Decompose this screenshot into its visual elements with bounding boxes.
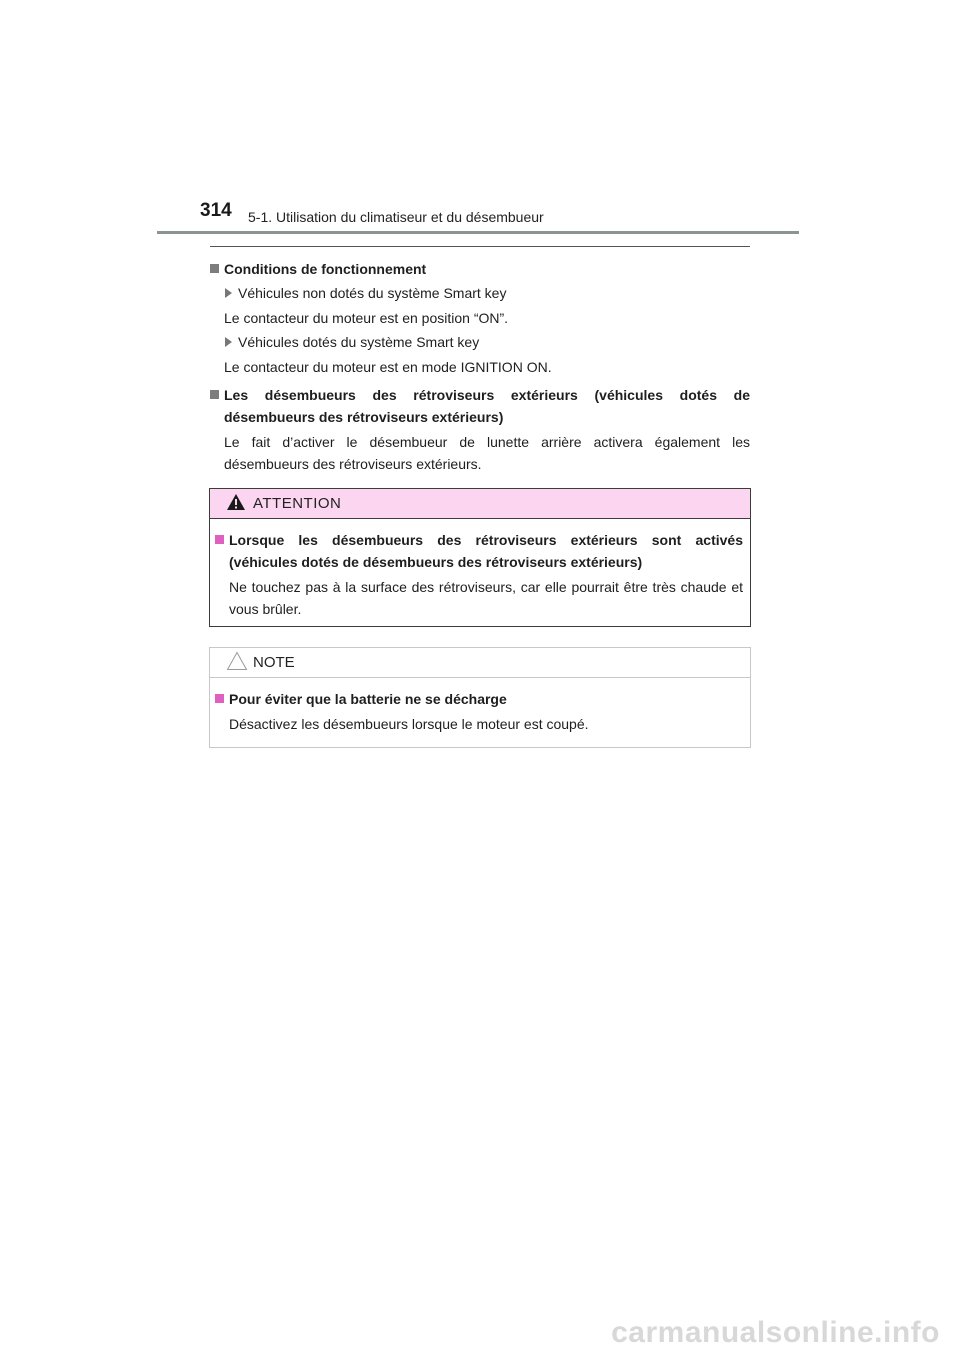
conditions-heading [210,258,750,280]
attention-body [210,519,750,620]
sub-item [210,282,750,304]
square-bullet-icon [215,535,224,544]
sub-item-text: Véhicules non dotés du système Smart key [238,285,507,301]
note-header [210,648,750,678]
page-number: 314 [200,200,232,221]
note-body [210,678,750,735]
sub-item [210,331,750,353]
mirrors-heading [210,384,750,428]
square-bullet-icon [215,694,224,703]
square-bullet-icon [210,264,219,273]
attention-box [209,488,751,627]
content-rule [210,246,750,247]
attention-header [210,489,750,519]
main-content [210,258,750,475]
body-text: Le contacteur du moteur est en mode IGNITION ON. [224,359,552,375]
note-heading [215,688,743,710]
attention-heading [215,529,743,573]
note-box [209,647,751,748]
conditions-heading-text: Conditions de fonctionnement [224,261,427,277]
note-heading-text: Pour éviter que la batterie ne se décharge [229,691,507,707]
section-title: 5-1. Utilisation du climatiseur et du désembueur [248,209,544,225]
triangle-bullet-icon [225,337,232,347]
note-text: Désactivez les désembueurs lorsque le moteur est coupé. [229,716,589,732]
body-text: Le contacteur du moteur est en position “ON”. [224,310,509,326]
body-text: Le fait d’activer le désembueur de lunette arrière activera également les désembueurs des rétroviseurs extérieurs. [224,434,750,472]
sub-item-text: Véhicules dotés du système Smart key [238,334,480,350]
attention-heading-text: Lorsque les désembueurs des rétroviseurs extérieurs sont activés (véhicules dotés de désembueurs des rétroviseurs extérieurs) [229,532,743,570]
square-bullet-icon [210,390,219,399]
triangle-bullet-icon [225,288,232,298]
caution-outline-icon [226,651,248,671]
header-rule [157,231,799,234]
warning-triangle-icon [226,493,246,511]
watermark: carmanualsonline.info [611,1316,940,1349]
note-label: NOTE [253,654,295,671]
attention-text: Ne touchez pas à la surface des rétroviseurs, car elle pourrait être très chaude et vous brûler. [229,579,743,617]
mirrors-heading-text: Les désembueurs des rétroviseurs extérieurs (véhicules dotés de désembueurs des rétroviseurs extérieurs) [224,387,750,425]
attention-label: ATTENTION [253,495,342,512]
